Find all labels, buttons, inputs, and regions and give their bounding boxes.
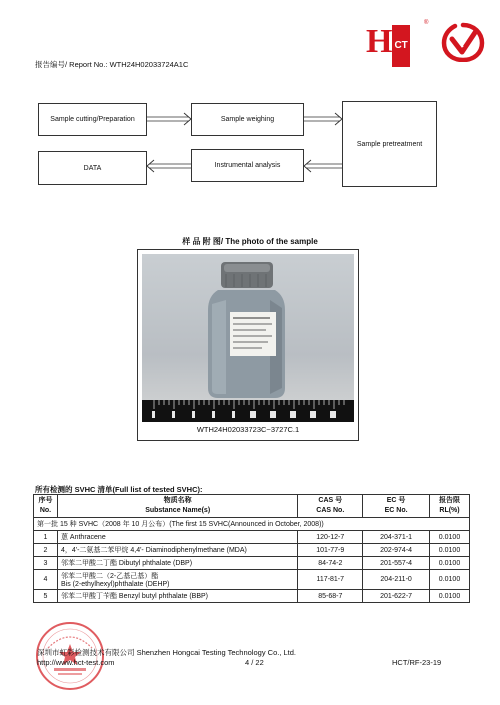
row-substance: 4，4'-二氨基二苯甲烷 4,4'- Diaminodiphenylmethane (MDA) [57,544,297,557]
flow-box-data: DATA [38,151,147,185]
flow-box-weighing: Sample weighing [191,103,304,136]
row-ec: 204-371-1 [363,531,430,544]
row-rl: 0.0100 [430,570,470,590]
row-substance: 蒽 Anthracene [57,531,297,544]
row-ec: 201-557-4 [363,557,430,570]
table-row [34,557,470,570]
header-cas: CAS 号 CAS No. [298,495,363,518]
table-row [34,570,470,590]
sample-photo-caption: WTH24H02033723C~3727C.1 [196,425,300,434]
row-cas: 101-77-9 [298,544,363,557]
row-substance [57,570,297,590]
process-flowchart [0,0,500,200]
header-substance: 物质名称 Substance Name(s) [57,495,297,518]
logo-ct-badge: CT [392,25,409,67]
row-no: 3 [34,557,58,570]
row-substance: 邻苯二甲酸二丁酯 Dibutyl phthalate (DBP) [57,557,297,570]
row-ec: 201-622-7 [363,590,430,603]
row-no: 2 [34,544,58,557]
svhc-list-title: 所有检测的 SVHC 清单(Full list of tested SVHC): [35,485,203,494]
row-no: 4 [34,570,58,590]
flow-box-cutting: Sample cutting/Preparation [38,103,147,136]
sample-photo-frame [137,249,359,441]
svhc-table [33,494,470,603]
report-number: 报告编号/ Report No.: WTH24H02033724A1C [35,60,189,69]
batch-row [34,518,470,531]
row-no: 1 [34,531,58,544]
row-cas: 85-68-7 [298,590,363,603]
row-cas: 117-81-7 [298,570,363,590]
footer-form-code: HCT/RF-23-19 [392,658,442,667]
table-row [34,544,470,557]
photo-section-title: 样 品 附 图/ The photo of the sample [182,237,318,246]
header-no: 序号 No. [34,495,58,518]
substance-name-en: Bis (2-ethylhexyl)phthalate (DEHP) [60,581,170,588]
measuring-ruler [142,400,354,422]
footer-page-number: 4 / 22 [245,658,264,667]
row-rl: 0.0100 [430,557,470,570]
header-rl: 报告限 RL(%) [430,495,470,518]
row-rl: 0.0100 [430,531,470,544]
table-row [34,590,470,603]
row-ec: 202-974-4 [363,544,430,557]
batch-label: 第一批 15 种 SVHC（2008 年 10 月公布）(The first 15 SVHC(Announced in October, 2008)) [34,518,470,531]
row-rl: 0.0100 [430,590,470,603]
registered-mark: ® [424,20,429,26]
logo-letter: H [366,23,392,60]
flow-box-pretreatment: Sample pretreatment [342,101,437,187]
row-no: 5 [34,590,58,603]
sample-photo [142,254,354,422]
row-substance: 邻苯二甲酸丁苄酯 Benzyl butyl phthalate (BBP) [57,590,297,603]
header-ec: EC 号 EC No. [363,495,430,518]
footer-website-link[interactable]: http://www.hct-test.com [37,658,115,667]
sample-bottle-image [204,260,289,400]
flow-box-instrumental: Instrumental analysis [191,149,304,182]
row-cas: 84-74-2 [298,557,363,570]
table-header-row [34,495,470,518]
footer-company: 深圳市虹彩检测技术有限公司 Shenzhen Hongcai Testing Technology Co., Ltd. [37,648,296,657]
row-rl: 0.0100 [430,544,470,557]
table-row [34,531,470,544]
row-cas: 120-12-7 [298,531,363,544]
row-ec: 204-211-0 [363,570,430,590]
substance-name-cn: 邻苯二甲酸二（2-乙基己基）酯 [60,573,159,580]
